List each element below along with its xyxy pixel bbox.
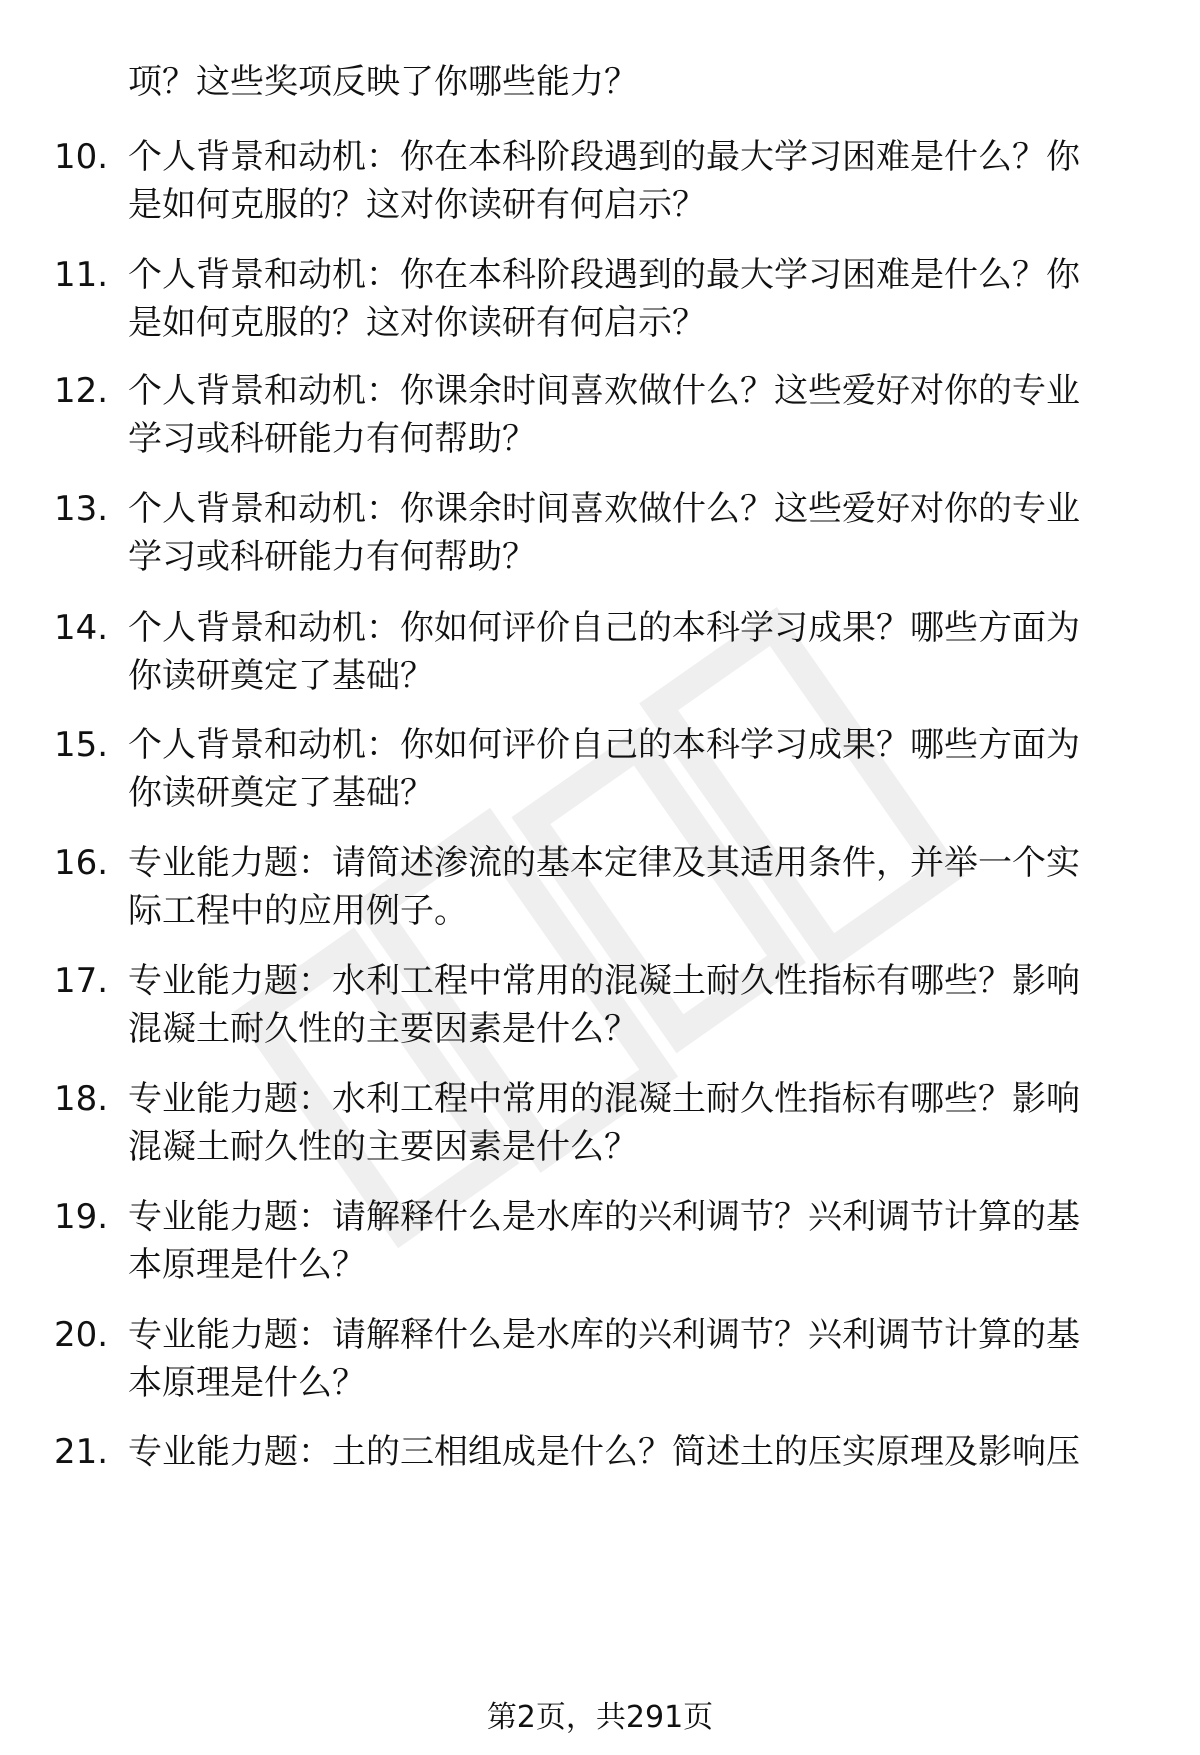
question-text-line: 本原理是什么？	[128, 1245, 366, 1285]
question-number: 12.	[54, 371, 109, 411]
continued-question-text: 项？这些奖项反映了你哪些能力？	[128, 62, 638, 102]
question-number: 20.	[54, 1315, 109, 1355]
question-number: 11.	[54, 255, 109, 295]
question-text-line: 你读研奠定了基础？	[128, 773, 434, 813]
question-text-line: 个人背景和动机：你如何评价自己的本科学习成果？哪些方面为	[128, 725, 1080, 765]
question-text-line: 个人背景和动机：你在本科阶段遇到的最大学习困难是什么？你	[128, 255, 1080, 295]
question-text-line: 专业能力题：水利工程中常用的混凝土耐久性指标有哪些？影响	[128, 961, 1080, 1001]
question-text-line: 是如何克服的？这对你读研有何启示？	[128, 185, 706, 225]
question-number: 17.	[54, 961, 109, 1001]
question-text-line: 混凝土耐久性的主要因素是什么？	[128, 1009, 638, 1049]
question-text-line: 专业能力题：请解释什么是水库的兴利调节？兴利调节计算的基	[128, 1315, 1080, 1355]
question-text-line: 专业能力题：请简述渗流的基本定律及其适用条件，并举一个实	[128, 843, 1080, 883]
question-number: 10.	[54, 137, 109, 177]
question-number: 16.	[54, 843, 109, 883]
question-number: 14.	[54, 608, 109, 648]
question-text-line: 专业能力题：土的三相组成是什么？简述土的压实原理及影响压	[128, 1432, 1080, 1472]
question-text-line: 学习或科研能力有何帮助？	[128, 419, 536, 459]
question-text-line: 你读研奠定了基础？	[128, 656, 434, 696]
question-text-line: 是如何克服的？这对你读研有何启示？	[128, 303, 706, 343]
question-text-line: 本原理是什么？	[128, 1363, 366, 1403]
question-text-line: 个人背景和动机：你如何评价自己的本科学习成果？哪些方面为	[128, 608, 1080, 648]
question-text-line: 专业能力题：请解释什么是水库的兴利调节？兴利调节计算的基	[128, 1197, 1080, 1237]
question-number: 21.	[54, 1432, 109, 1472]
question-text-line: 际工程中的应用例子。	[128, 891, 468, 931]
question-number: 19.	[54, 1197, 109, 1237]
question-number: 15.	[54, 725, 109, 765]
question-text-line: 专业能力题：水利工程中常用的混凝土耐久性指标有哪些？影响	[128, 1079, 1080, 1119]
question-number: 18.	[54, 1079, 109, 1119]
question-text-line: 个人背景和动机：你课余时间喜欢做什么？这些爱好对你的专业	[128, 489, 1080, 529]
question-text-line: 个人背景和动机：你在本科阶段遇到的最大学习困难是什么？你	[128, 137, 1080, 177]
page-footer: 第2页，共291页	[486, 1700, 714, 1735]
question-text-line: 混凝土耐久性的主要因素是什么？	[128, 1127, 638, 1167]
question-text-line: 学习或科研能力有何帮助？	[128, 537, 536, 577]
question-text-line: 个人背景和动机：你课余时间喜欢做什么？这些爱好对你的专业	[128, 371, 1080, 411]
question-number: 13.	[54, 489, 109, 529]
